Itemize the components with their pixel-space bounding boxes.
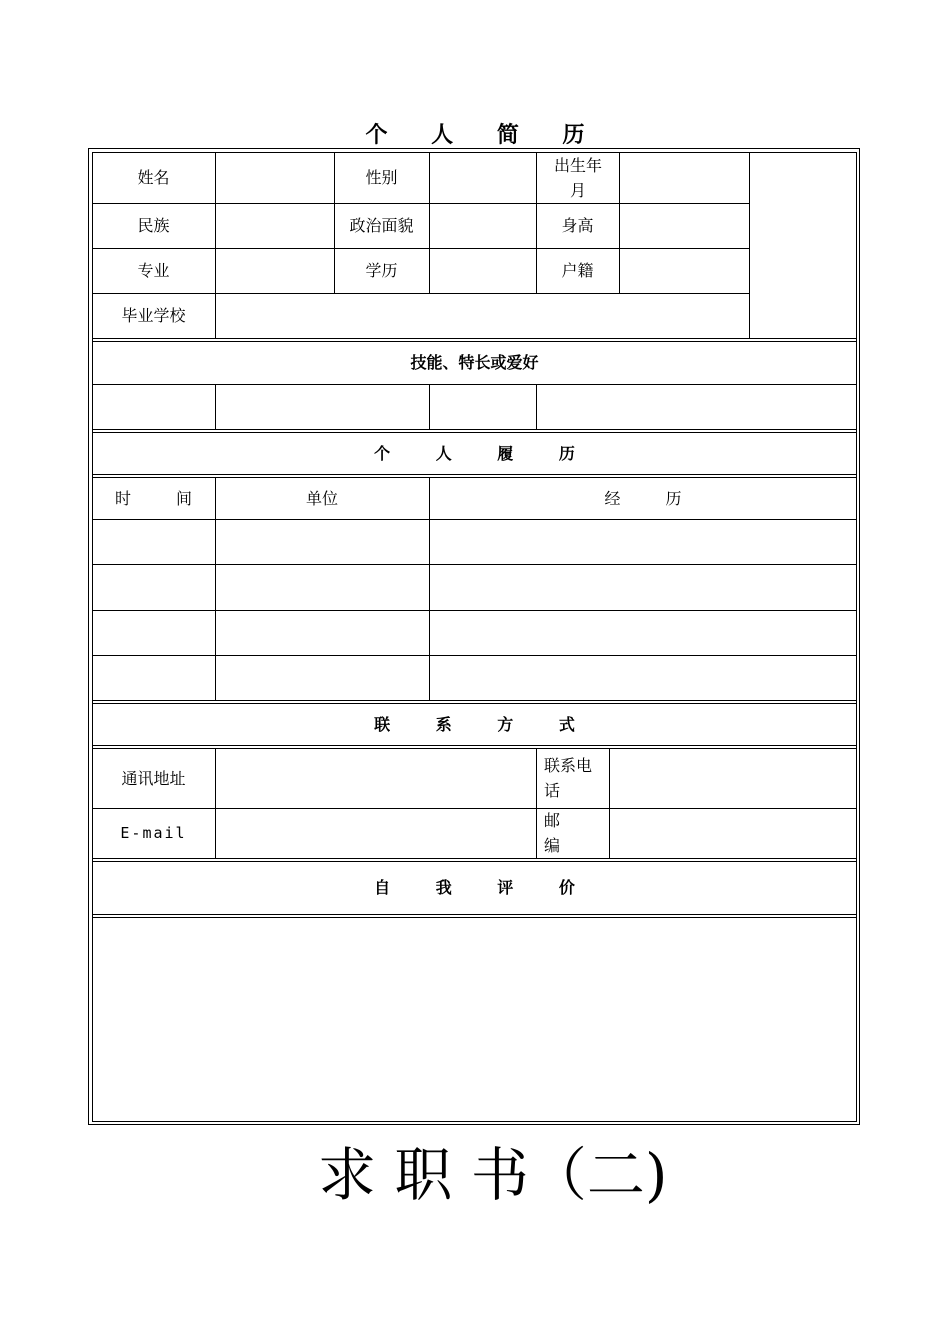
col-divider	[429, 152, 430, 293]
label-address: 通讯地址	[121, 768, 186, 788]
label-school: 毕业学校	[121, 306, 186, 325]
col-divider	[619, 152, 620, 293]
label-ethnicity: 民族	[137, 216, 170, 235]
row-divider	[92, 338, 857, 339]
label-height: 身高	[561, 216, 594, 235]
row-divider	[92, 858, 857, 859]
header-time: 时 间	[114, 488, 213, 508]
row-divider	[92, 655, 857, 656]
col-divider	[749, 152, 750, 338]
row-divider	[92, 384, 857, 385]
col-divider	[536, 384, 537, 429]
row-divider	[92, 474, 857, 475]
col-divider	[215, 384, 216, 429]
label-education: 学历	[365, 261, 398, 280]
row-divider	[92, 610, 857, 611]
col-divider	[215, 152, 216, 338]
header-experience: 经 历	[604, 488, 702, 508]
row-divider	[92, 564, 857, 565]
row-divider	[92, 519, 857, 520]
section-skills: 技能、特长或爱好	[410, 353, 539, 372]
col-divider	[215, 748, 216, 858]
section-contact: 联 系 方 式	[374, 714, 595, 734]
label-postcode: 邮编	[544, 811, 561, 855]
col-divider	[429, 384, 430, 429]
section-evaluation: 自 我 评 价	[374, 878, 595, 897]
label-email: E-mail	[120, 823, 187, 842]
footer-title: 求 职 书（二)	[318, 1141, 668, 1209]
row-divider	[92, 429, 857, 430]
label-name: 姓名	[137, 168, 170, 187]
label-birth: 出生年月	[553, 155, 602, 200]
row-divider	[92, 745, 857, 746]
label-hukou: 户籍	[561, 261, 594, 280]
col-divider	[609, 748, 610, 858]
label-political: 政治面貌	[349, 216, 414, 235]
page-title: 个 人 简 历	[365, 122, 603, 148]
section-resume: 个 人 履 历	[374, 443, 595, 463]
row-divider	[92, 917, 857, 918]
label-gender: 性别	[365, 168, 398, 187]
label-phone: 联系电话	[544, 756, 593, 800]
col-divider	[536, 748, 537, 858]
label-major: 专业	[137, 261, 170, 280]
row-divider	[92, 914, 857, 915]
header-unit: 单位	[305, 488, 338, 508]
row-divider	[92, 700, 857, 701]
